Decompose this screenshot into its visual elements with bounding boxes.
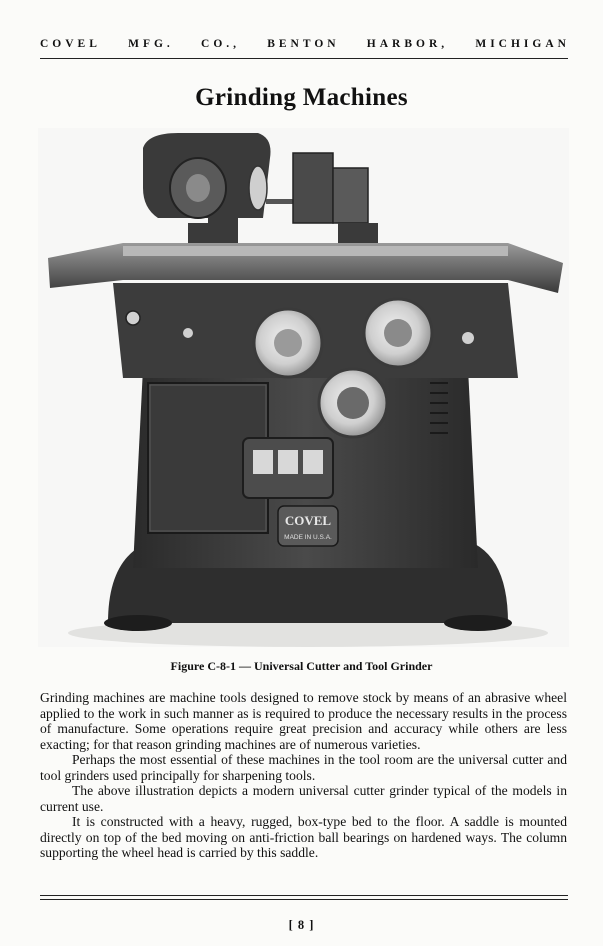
- running-header: [40, 38, 570, 50]
- grinder-illustration: [38, 128, 569, 647]
- paragraph: Grinding machines are machine tools designed to remove stock by means of an abrasive wheel applied to the work in such manner as is required to produce the necessary results in the process of manufacture. Some operations require great precision and accuracy while others are less exacting; for that reason grinding machines are of numerous varieties.: [40, 690, 567, 752]
- header-word: MFG.: [128, 38, 174, 50]
- paragraph: Perhaps the most essential of these machines in the tool room are the universal cutter and tool grinders used principally for sharpening tools.: [40, 752, 567, 783]
- header-word: BENTON: [267, 38, 340, 50]
- plate-brand: COVEL: [284, 513, 332, 528]
- header-rule: [40, 58, 568, 59]
- header-word: CO.,: [201, 38, 241, 50]
- paragraph: The above illustration depicts a modern universal cutter grinder typical of the models in current use.: [40, 783, 567, 814]
- paragraph: It is constructed with a heavy, rugged, box-type bed to the floor. A saddle is mounted directly on top of the bed moving on anti-friction ball bearings on hardened ways. The column supporting the wheel head is carried by this saddle.: [40, 814, 567, 860]
- header-word: COVEL: [40, 38, 101, 50]
- body-text: [40, 690, 567, 861]
- plate-text: MADE IN U.S.A.: [284, 534, 332, 541]
- header-word: MICHIGAN: [475, 38, 570, 50]
- page-title: Grinding Machines: [195, 84, 408, 111]
- figure-caption: Figure C-8-1 — Universal Cutter and Tool Grinder: [170, 659, 433, 673]
- footer-rule: [40, 899, 568, 900]
- machine-photo: [38, 128, 569, 647]
- page-number: [ 8 ]: [288, 918, 315, 932]
- header-word: HARBOR,: [366, 38, 449, 50]
- footer-rule: [40, 895, 568, 896]
